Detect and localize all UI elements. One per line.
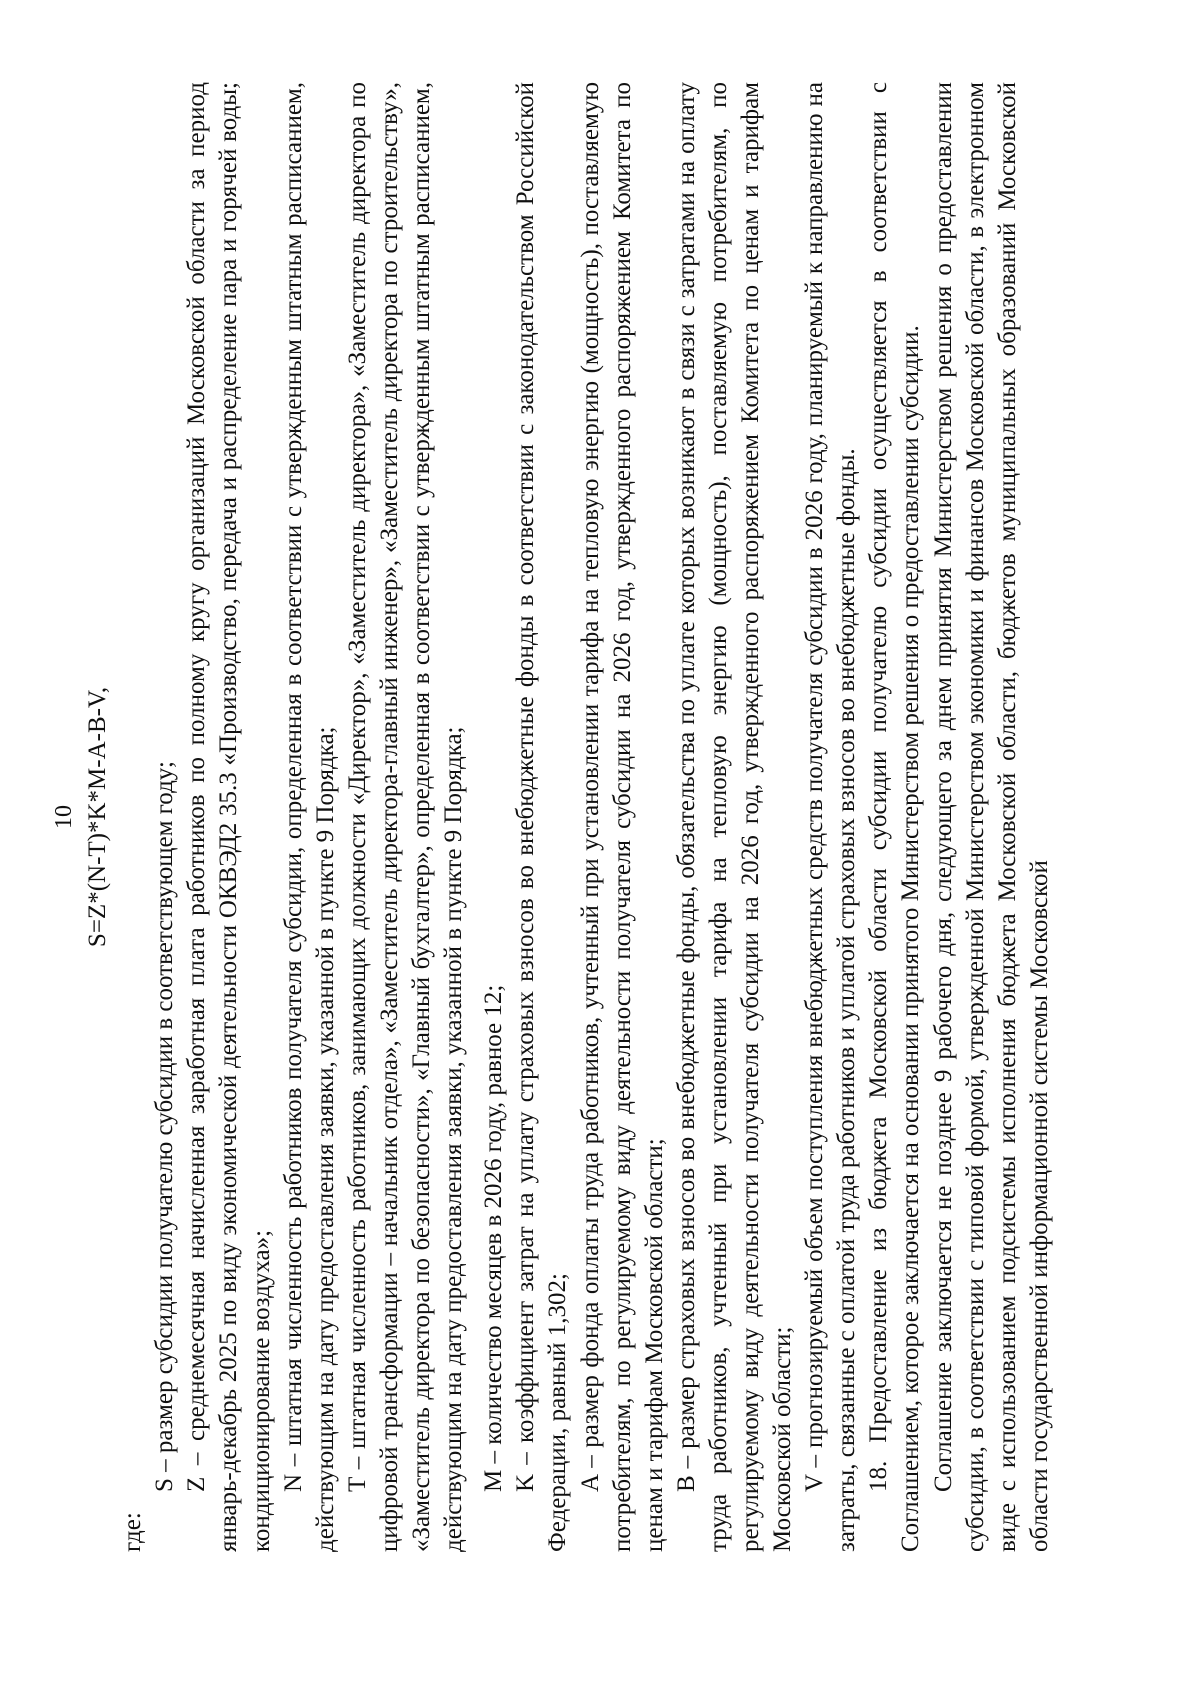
page-number: 10 xyxy=(51,805,77,829)
definition-t: T – штатная численность работников, занимающих должности «Директор», «Заместитель директора», «Заместитель директора по цифровой трансформации – начальник отдела», «Заместитель директора-главный инженер», «Заместитель директора по строительству», «Заместитель директора по безопасности», «Главный бухгалтер», определенная в соответствии с утвержденным штатным расписанием, действующим на дату предоставления заявки, указанной в пункте 9 Порядка; xyxy=(343,82,468,1552)
agreement-paragraph: Соглашение заключается не позднее 9 рабочего дня, следующего за днем принятия Министерством решения о предоставлении субсидии, в соответствии с типовой формой, утвержденной Министерством экономики и финансов Московской области, в электронном виде с использованием подсистемы исполнения бюджета Московской области, бюджетов муниципальных образований Московской области государственной информационной системы Московской xyxy=(929,82,1053,1552)
definition-m: M – количество месяцев в 2026 году, равное 12; xyxy=(480,984,508,1492)
definition-z: Z – среднемесячная начисленная заработная плата работников по полному кругу организаций Московской области за период январь-декабрь 2025 по виду экономической деятельности ОКВЭД2 35.3 «Производство, передача и распределение пара и горячей воды; кондиционирование воздуха»; xyxy=(183,82,275,1552)
subsidy-formula: S=Z*(N-T)*K*M-A-B-V, xyxy=(84,686,112,948)
definition-k: K – коэффициент затрат на уплату страховых взносов во внебюджетные фонды в соответствии с законодательством Российской Федерации, равный 1,302; xyxy=(512,82,572,1552)
definition-v: V – прогнозируемый объем поступления внебюджетных средств получателя субсидии в 2026 году, планируемый к направлению на затраты, связанные с оплатой труда работников и уплатой страховых взносов во внебюджетные фонды. xyxy=(801,82,861,1552)
definition-b: B – размер страховых взносов во внебюджетные фонды, обязательства по уплате которых возникают в связи с затратами на оплату труда работников, учтенный при установлении тарифа на тепловую энергию (мощность), поставляемую потребителям, по регулируемому виду деятельности получателя субсидии на 2026 год, утвержденного распоряжением Комитета по ценам и тарифам Московской области; xyxy=(672,82,797,1552)
where-label: где: xyxy=(119,1512,147,1552)
clause-18: 18. Предоставление из бюджета Московской области субсидии получателю субсидии осуществляется в соответствии с Соглашением, которое заключается на основании принятого Министерством решения о предоставлении субсидии. xyxy=(865,82,925,1552)
definition-a: A – размер фонда оплаты труда работников, учтенный при установлении тарифа на тепловую энергию (мощность), поставляемую потребителям, по регулируемому виду деятельности получателя субсидии на 2026 год, утвержденного распоряжением Комитета по ценам и тарифам Московской области; xyxy=(576,82,668,1552)
definition-n: N – штатная численность работников получателя субсидии, определенная в соответствии с утвержденным штатным расписанием, действующим на дату предоставления заявки, указанной в пункте 9 Порядка; xyxy=(279,82,339,1552)
definition-s: S – размер субсидии получателю субсидии в соответствующем году; xyxy=(151,761,179,1492)
page-text xyxy=(48,82,1056,1552)
